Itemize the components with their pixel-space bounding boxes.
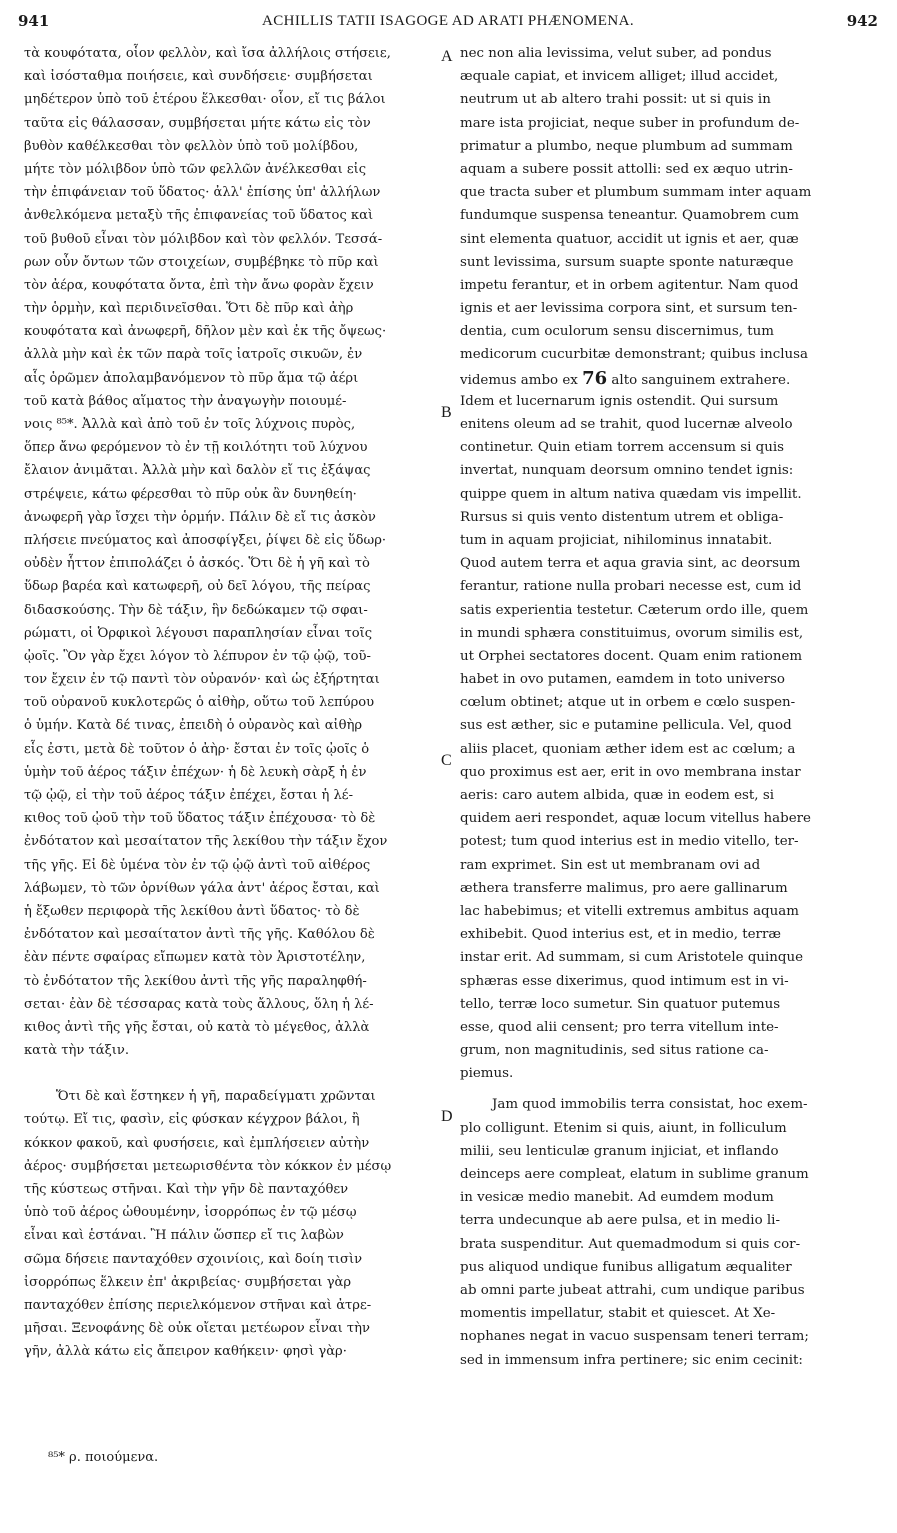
text-line: κόκκον φακοῦ, καὶ φυσήσειε, καὶ ἐμπλήσειεν αὐτὴν	[24, 1135, 370, 1151]
latin-text-line	[460, 367, 878, 390]
text-line: ἐνδότατον καὶ μεσαίτατον ἀντὶ τῆς γῆς. Καθόλου δὲ	[24, 927, 375, 943]
text-line: τοῦ βυθοῦ εἶναι τὸν μόλιβδον καὶ τὸν φελλόν. Τεσσά-	[24, 231, 383, 247]
text-line: sed in immensum infra pertinere; sic enim cecinit:	[460, 1352, 803, 1368]
latin-paragraph-1	[460, 42, 878, 367]
text-line: nec non alia levissima, velut suber, ad pondus	[460, 46, 772, 61]
greek-paragraph-2	[24, 1085, 437, 1363]
text-line: Idem et lucernarum ignis ostendit. Qui sursum	[460, 393, 779, 409]
text-line: τούτῳ. Εἴ τις, φασὶν, εἰς φύσκαν κέγχρον βάλοι, ἢ	[24, 1112, 360, 1128]
text-line: οὐδὲν ἧττον ἐπιπολάζει ὁ ἀσκός. Ὅτι δὲ ἡ γῆ καὶ τὸ	[24, 556, 370, 572]
text-line: impetu ferantur, et in orbem agitentur. Nam quod	[460, 277, 799, 293]
latin-line-text: videmus ambo ex	[460, 372, 583, 388]
section-marker-d: D	[441, 1108, 453, 1125]
text-line: πλήσειε πνεύματος καὶ ἀποσφίγξει, ῥίψει δὲ εἰς ὕδωρ·	[24, 532, 387, 548]
text-line: μηδέτερον ὑπὸ τοῦ ἑτέρου ἕλκεσθαι· οἷον, εἴ τις βάλοι	[24, 92, 386, 108]
page-number-left: 941	[18, 12, 50, 30]
page-header	[18, 12, 878, 36]
text-line: στρέψειε, κάτω φέρεσθαι τὸ πῦρ οὐκ ἂν δυνηθείη·	[24, 486, 357, 502]
text-line: τοῦ οὐρανοῦ κυκλοτερῶς ὁ αἰθὴρ, οὕτω τοῦ λεπύρου	[24, 695, 375, 711]
text-line: sphæras esse dixerimus, quod intimum est in vi-	[460, 973, 789, 989]
text-line: ρώματι, οἱ Ὀρφικοὶ λέγουσι παραπλησίαν εἶναι τοῖς	[24, 625, 373, 641]
text-line: γῆν, ἀλλὰ κάτω εἰς ἄπειρον καθήκειν· φησὶ γὰρ·	[24, 1344, 347, 1360]
text-line: βυθὸν καθέλκεσθαι τὸν φελλὸν ὑπὸ τοῦ μολίβδου,	[24, 138, 359, 154]
text-line: quo proximus est aer, erit in ovo membrana instar	[460, 764, 801, 780]
text-line: cœlum obtinet; atque ut in orbem e cœlo suspen-	[460, 695, 796, 711]
text-line: καὶ ἰσόσταθμα ποιήσειε, καὶ συνδήσειε· συμβήσεται	[24, 69, 373, 85]
text-line: ab omni parte jubeat attrahi, cum undique paribus	[460, 1282, 805, 1298]
latin-column	[460, 42, 878, 1372]
text-line: ταῦτα εἰς θάλασσαν, συμβήσεται μήτε κάτω εἰς τὸν	[24, 115, 371, 131]
text-line: ut Orphei sectatores docent. Quam enim rationem	[460, 648, 803, 664]
text-line: que tracta suber et plumbum summam inter aquam	[460, 185, 812, 201]
text-line: quidem aeri respondet, aquæ locum vitellus habere	[460, 811, 811, 827]
text-line: tum in aquam projiciat, nihilominus innatabit.	[460, 532, 773, 548]
text-line: lac habebimus; et vitelli extremus ambitus aquam	[460, 903, 799, 919]
paragraph-gap	[24, 1062, 437, 1085]
text-line: aeris: caro autem albida, quæ in eodem est, si	[460, 788, 774, 803]
text-line: μῆσαι. Ξενοφάνης δὲ οὐκ οἴεται μετέωρον εἶναι τὴν	[24, 1321, 370, 1337]
marginal-column-number: 76	[582, 367, 608, 389]
text-line: ἐνδότατον καὶ μεσαίτατον τῆς λεκίθου τὴν τάξιν ἔχον	[24, 834, 388, 850]
text-line: exhibebit. Quod interius est, et in medio, terræ	[460, 927, 781, 943]
text-line: κουφότατα καὶ ἀνωφερῆ, δῆλον μὲν καὶ ἐκ τῆς ὄψεως·	[24, 324, 387, 340]
page-number-right: 942	[846, 12, 878, 30]
text-line: satis experientia testetur. Cæterum ordo ille, quem	[460, 602, 809, 618]
text-line: ferantur, ratione nulla probari necesse est, cum id	[460, 579, 802, 595]
text-line: ὁ ὑμήν. Κατὰ δέ τινας, ἐπειδὴ ὁ οὐρανὸς καὶ αἰθὴρ	[24, 718, 363, 734]
text-line: invertat, nunquam deorsum omnino tendet ignis:	[460, 463, 794, 479]
text-line: fundumque suspensa teneantur. Quamobrem cum	[460, 208, 800, 224]
text-line: Ὅτι δὲ καὶ ἕστηκεν ἡ γῆ, παραδείγματι χρῶνται	[56, 1089, 376, 1105]
text-line: ἀνωφερῆ γὰρ ἴσχει τὴν ὁρμήν. Πάλιν δὲ εἴ τις ἀσκὸν	[24, 509, 376, 525]
text-line: ἰσορρόπως ἕλκειν ἐπ' ἀκριβείας· συμβήσεται γὰρ	[24, 1274, 352, 1290]
text-line: in mundi sphæra constituimus, ovorum similis est,	[460, 625, 804, 641]
text-line: instar erit. Ad summam, si cum Aristotele quinque	[460, 950, 804, 966]
text-line: ignis et aer levissima corpora sint, et sursum ten-	[460, 301, 798, 317]
text-line: ὅπερ ἄνω φερόμενον τὸ ἐν τῇ κοιλότητι τοῦ λύχνου	[24, 440, 368, 456]
text-line: τῷ ᾠῷ, εἰ τὴν τοῦ ἀέρος τάξιν ἐπέχει, ἔσται ἡ λέ-	[24, 788, 354, 803]
footnote: ⁸⁵* ρ. ποιούμενα.	[48, 1450, 159, 1465]
text-line: pus aliquod undique funibus alligatum æqualiter	[460, 1259, 792, 1275]
text-line: κιθος τοῦ ᾠοῦ τὴν τοῦ ὕδατος τάξιν ἐπέχουσα· τὸ δὲ	[24, 811, 376, 827]
text-line: ram exprimet. Sin est ut membranam ovi ad	[460, 857, 761, 873]
text-line: dentia, cum oculorum sensu discernimus, tum	[460, 324, 774, 340]
text-line: ὑμὴν τοῦ ἀέρος τάξιν ἐπέχων· ἡ δὲ λευκὴ σὰρξ ἡ ἐν	[24, 764, 367, 780]
text-line: momentis impellatur, stabit et quiescet. At Xe-	[460, 1306, 776, 1322]
text-line: æthera transferre malimus, pro aere gallinarum	[460, 880, 788, 896]
text-line: Jam quod immobilis terra consistat, hoc exem-	[492, 1097, 808, 1113]
text-line: κατὰ τὴν τάξιν.	[24, 1043, 130, 1059]
text-line: σεται· ἐὰν δὲ τέσσαρας κατὰ τοὺς ἄλλους, ὅλη ἡ λέ-	[24, 996, 374, 1012]
text-line: σῶμα δήσειε πανταχόθεν σχοινίοις, καὶ δοίη τισὶν	[24, 1251, 363, 1267]
text-line: ρων οὖν ὄντων τῶν στοιχείων, συμβέβηκε τὸ πῦρ καὶ	[24, 254, 379, 270]
text-line: εἷς ἐστι, μετὰ δὲ τοῦτον ὁ ἀὴρ· ἔσται ἐν τοῖς ᾠοῖς ὁ	[24, 741, 370, 757]
text-line: potest; tum quod interius est in medio vitello, ter-	[460, 834, 799, 850]
text-line: deinceps aere compleat, elatum in sublime granum	[460, 1167, 809, 1182]
text-line: ἀλλὰ μὴν καὶ ἐκ τῶν παρὰ τοῖς ἰατροῖς σικυῶν, ἐν	[24, 347, 363, 363]
text-line: enitens oleum ad se trahit, quod lucernæ alveolo	[460, 417, 793, 432]
text-line: habet in ovo putamen, eamdem in toto universo	[460, 672, 785, 688]
text-line: nophanes negat in vacuo suspensam teneri terram;	[460, 1329, 809, 1345]
text-line: ἔλαιον ἀνιμᾶται. Ἀλλὰ μὴν καὶ δαλὸν εἴ τις ἐξάψας	[24, 463, 371, 479]
latin-line-text: alto sanguinem extrahere.	[607, 372, 791, 388]
text-line: κιθος ἀντὶ τῆς γῆς ἔσται, οὐ κατὰ τὸ μέγεθος, ἀλλὰ	[24, 1019, 370, 1035]
latin-paragraph-1-continued	[460, 390, 878, 1086]
text-line: τὸν ἀέρα, κουφότατα ὄντα, ἐπὶ τὴν ἄνω φορὰν ἔχειν	[24, 277, 374, 293]
text-line: ὑπὸ τοῦ ἀέρος ὠθουμένην, ἰσορρόπως ἐν τῷ μέσῳ	[24, 1205, 357, 1221]
latin-paragraph-2	[460, 1093, 878, 1371]
text-line: sint elementa quatuor, accidit ut ignis et aer, quæ	[460, 231, 799, 247]
text-line: esse, quod alii censent; pro terra vitellum inte-	[460, 1019, 779, 1035]
text-line: πανταχόθεν ἐπίσης περιελκόμενον στῆναι καὶ ἀτρε-	[24, 1297, 372, 1313]
text-line: ἐὰν πέντε σφαίρας εἴπωμεν κατὰ τὸν Ἀριστοτέλην,	[24, 950, 366, 966]
text-line: terra undecunque ab aere pulsa, et in medio li-	[460, 1213, 780, 1229]
text-line: primatur a plumbo, neque plumbum ad summam	[460, 138, 793, 154]
text-line: ἀέρος· συμβήσεται μετεωρισθέντα τὸν κόκκον ἐν μέσῳ	[24, 1158, 392, 1174]
text-line: æquale capiat, et invicem alliget; illud accidet,	[460, 69, 779, 85]
text-line: τὸ ἐνδότατον τῆς λεκίθου ἀντὶ τῆς γῆς παραληφθή-	[24, 973, 367, 989]
text-line: αἷς ὁρῶμεν ἀπολαμβανόμενον τὸ πῦρ ἅμα τῷ ἀέρι	[24, 370, 359, 386]
text-line: quippe quem in altum nativa quædam vis impellit.	[460, 486, 802, 502]
text-line: plo colligunt. Etenim si quis, aiunt, in folliculum	[460, 1120, 787, 1136]
text-line: τοῦ κατὰ βάθος αἵματος τὴν ἀναγωγὴν ποιουμέ-	[24, 393, 347, 409]
section-marker-b: B	[441, 404, 452, 421]
text-line: grum, non magnitudinis, sed situs ratione ca-	[460, 1043, 769, 1059]
text-line: ἀνθελκόμενα μεταξὺ τῆς ἐπιφανείας τοῦ ὕδατος καὶ	[24, 208, 374, 224]
text-line: τῆς κύστεως στῆναι. Καὶ τὴν γῆν δὲ πανταχόθεν	[24, 1182, 349, 1197]
text-line: mare ista projiciat, neque suber in profundum de-	[460, 115, 800, 131]
greek-column	[24, 42, 437, 1364]
text-line: λάβωμεν, τὸ τῶν ὀρνίθων γάλα ἀντ' ἀέρος ἔσται, καὶ	[24, 880, 380, 896]
text-line: brata suspenditur. Aut quemadmodum si quis cor-	[460, 1236, 801, 1252]
text-line: milii, seu lenticulæ granum injiciat, et inflando	[460, 1143, 779, 1159]
text-line: sus est æther, sic e putamine pellicula. Vel, quod	[460, 718, 792, 734]
greek-paragraph-1	[24, 42, 437, 1062]
text-line: τὴν ἐπιφάνειαν τοῦ ὕδατος· ἀλλ' ἐπίσης ὑπ' ἀλλήλων	[24, 185, 381, 201]
text-line: medicorum cucurbitæ demonstrant; quibus inclusa	[460, 347, 809, 363]
text-line: piemus.	[460, 1066, 514, 1082]
text-line: νοις ⁸⁵*. Ἀλλὰ καὶ ἀπὸ τοῦ ἐν τοῖς λύχνοις πυρὸς,	[24, 417, 356, 432]
text-line: ὕδωρ βαρέα καὶ κατωφερῆ, οὐ δεῖ λόγου, τῆς πείρας	[24, 579, 371, 595]
text-line: aquam a subere possit attolli: sed ex æquo utrin-	[460, 161, 793, 177]
text-line: tello, terræ loco sumetur. Sin quatuor putemus	[460, 996, 781, 1012]
text-line: neutrum ut ab altero trahi possit: ut si quis in	[460, 92, 771, 108]
text-line: sunt levissima, sursum suapte sponte naturæque	[460, 254, 794, 270]
text-line: Rursus si quis vento distentum utrem et obliga-	[460, 509, 784, 525]
text-line: Quod autem terra et aqua gravia sint, ac deorsum	[460, 556, 801, 572]
text-line: ᾠοῖς. Ὃν γὰρ ἔχει λόγον τὸ λέπυρον ἐν τῷ ᾠῷ, τοῦ-	[24, 648, 371, 664]
text-line: εἶναι καὶ ἑστάναι. Ἢ πάλιν ὥσπερ εἴ τις λαβὼν	[24, 1228, 344, 1244]
text-line: μήτε τὸν μόλιβδον ὑπὸ τῶν φελλῶν ἀνέλκεσθαι εἰς	[24, 161, 367, 177]
text-line: ἡ ἔξωθεν περιφορὰ τῆς λεκίθου ἀντὶ ὕδατος· τὸ δὲ	[24, 903, 360, 919]
text-line: διδασκούσης. Τὴν δὲ τάξιν, ἣν δεδώκαμεν τῷ σφαι-	[24, 602, 368, 618]
text-line: in vesicæ medio manebit. Ad eumdem modum	[460, 1190, 774, 1206]
text-line: τον ἔχειν ἐν τῷ παντὶ τὸν οὐρανόν· καὶ ὡς ἐξήρτηται	[24, 672, 380, 688]
text-line: τὰ κουφότατα, οἷον φελλὸν, καὶ ἴσα ἀλλήλοις στήσειε,	[24, 46, 391, 61]
running-title: ACHILLIS TATII ISAGOGE AD ARATI PHÆNOMENA.	[262, 13, 634, 29]
section-marker-c: C	[441, 752, 452, 769]
paragraph-gap	[460, 1085, 878, 1093]
text-line: τῆς γῆς. Εἰ δὲ ὑμένα τὸν ἐν τῷ ᾠῷ ἀντὶ τοῦ αἰθέρος	[24, 857, 371, 873]
text-line: τὴν ὁρμὴν, καὶ περιδινεῖσθαι. Ὅτι δὲ πῦρ καὶ ἀὴρ	[24, 301, 354, 317]
text-line: aliis placet, quoniam æther idem est ac cœlum; a	[460, 741, 796, 757]
section-marker-a: A	[441, 48, 453, 65]
text-line: continetur. Quin etiam torrem accensum si quis	[460, 440, 785, 456]
